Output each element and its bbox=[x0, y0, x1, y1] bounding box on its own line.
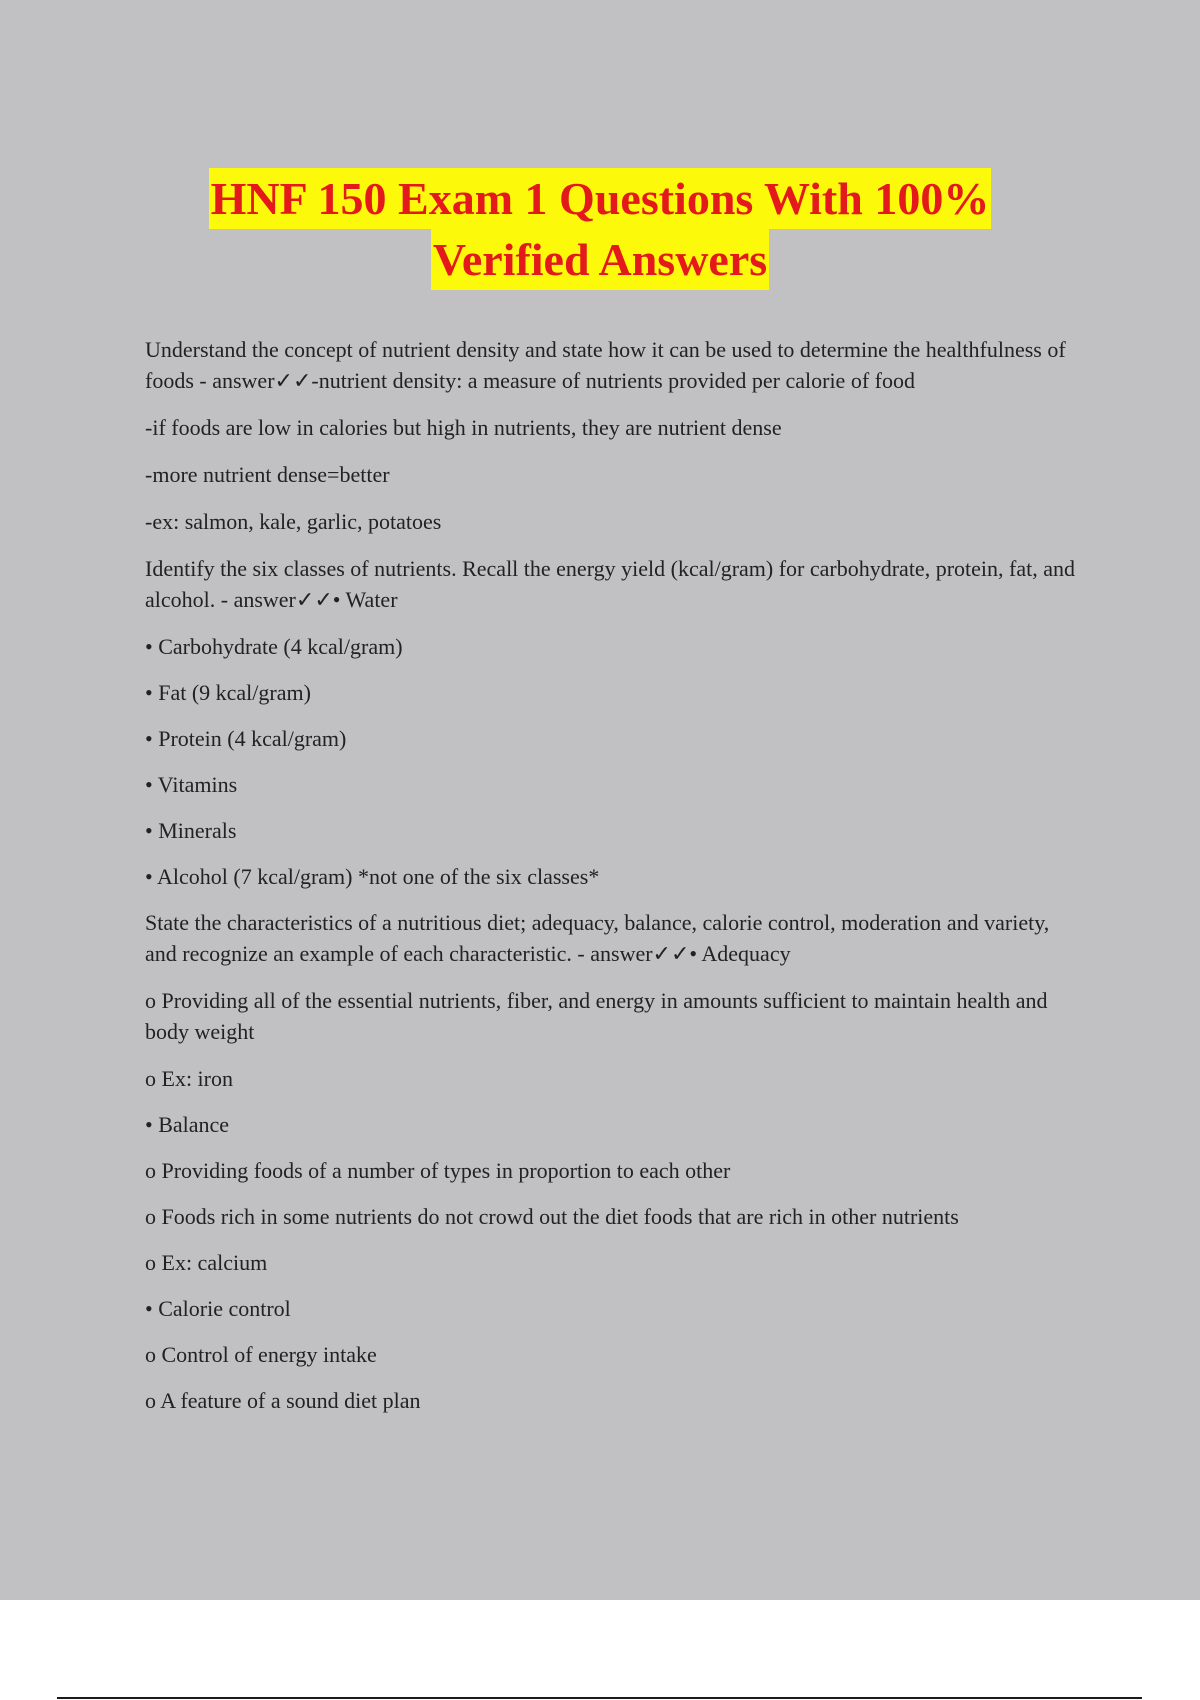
list-item-energy-intake: o Control of energy intake bbox=[145, 1342, 377, 1367]
paragraph-six-classes-question: Identify the six classes of nutrients. Recall the energy yield (kcal/gram) for carbohydrate, protein, fat, and alcohol. - answer✓✓• Water bbox=[145, 556, 1075, 612]
list-item-fat: • Fat (9 kcal/gram) bbox=[145, 680, 311, 705]
list-item-minerals: • Minerals bbox=[145, 818, 237, 843]
paragraph-nutritious-diet-question: State the characteristics of a nutritious diet; adequacy, balance, calorie control, moderation and variety, and recognize an example of each characteristic. - answer✓✓• Adequacy bbox=[145, 910, 1050, 966]
paragraph-more-dense-note: -more nutrient dense=better bbox=[145, 462, 390, 487]
title-line-2: Verified Answers bbox=[431, 229, 769, 290]
paragraph-nutrient-density-question: Understand the concept of nutrient density and state how it can be used to determine the healthfulness of foods - answer✓✓-nutrient density: a measure of nutrients provided per calorie of food bbox=[145, 337, 1066, 393]
paragraph-examples-note: -ex: salmon, kale, garlic, potatoes bbox=[145, 509, 442, 534]
list-item-calorie-control: • Calorie control bbox=[145, 1296, 291, 1321]
list-item-protein: • Protein (4 kcal/gram) bbox=[145, 726, 347, 751]
list-item-carbohydrate: • Carbohydrate (4 kcal/gram) bbox=[145, 634, 403, 659]
footer-divider bbox=[57, 1697, 1142, 1699]
list-item-balance-example: o Ex: calcium bbox=[145, 1250, 268, 1275]
list-item-adequacy-example: o Ex: iron bbox=[145, 1066, 233, 1091]
list-item-balance-definition: o Providing foods of a number of types in proportion to each other bbox=[145, 1158, 731, 1183]
list-item-sound-diet-plan: o A feature of a sound diet plan bbox=[145, 1388, 421, 1413]
document-title bbox=[0, 168, 1200, 290]
document-body bbox=[145, 334, 1080, 1431]
title-line-1: HNF 150 Exam 1 Questions With 100% bbox=[209, 168, 992, 229]
list-item-alcohol: • Alcohol (7 kcal/gram) *not one of the six classes* bbox=[145, 864, 600, 889]
list-item-adequacy-definition: o Providing all of the essential nutrients, fiber, and energy in amounts sufficient to maintain health and body weight bbox=[145, 988, 1048, 1044]
list-item-balance: • Balance bbox=[145, 1112, 230, 1137]
paragraph-low-calorie-note: -if foods are low in calories but high in nutrients, they are nutrient dense bbox=[145, 415, 782, 440]
list-item-balance-note: o Foods rich in some nutrients do not crowd out the diet foods that are rich in other nutrients bbox=[145, 1204, 959, 1229]
list-item-vitamins: • Vitamins bbox=[145, 772, 238, 797]
